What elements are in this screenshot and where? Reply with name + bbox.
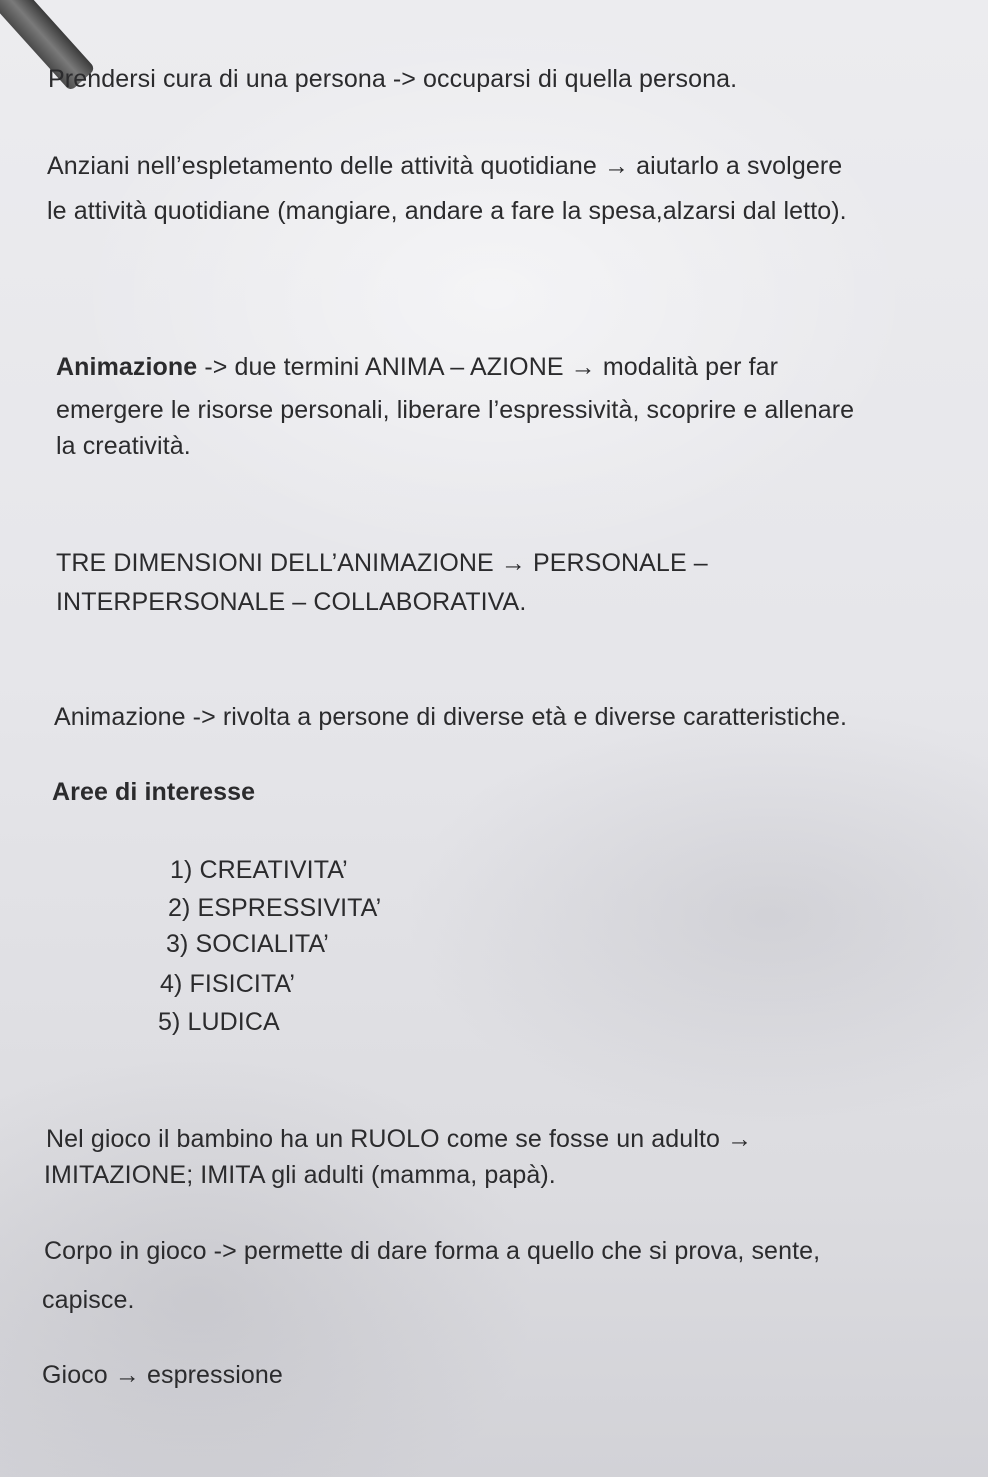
- dimensions-line-2: INTERPERSONALE – COLLABORATIVA.: [56, 588, 527, 616]
- paragraph-expression: Gioco → espressione: [42, 1361, 283, 1389]
- animation-definition: -> due termini ANIMA – AZIONE → modalità per far: [197, 353, 779, 381]
- list-item: 3) SOCIALITA’: [166, 930, 329, 958]
- list-item: 2) ESPRESSIVITA’: [168, 894, 382, 922]
- paragraph-elderly-line-2: le attività quotidiane (mangiare, andare a fare la spesa,alzarsi dal letto).: [47, 197, 847, 225]
- list-item: 5) LUDICA: [158, 1008, 280, 1036]
- list-item: 4) FISICITA’: [160, 970, 296, 998]
- paragraph-animation-line-1: [56, 352, 778, 382]
- paragraph-animation-line-2: emergere le risorse personali, liberare l’espressività, scoprire e allenare: [56, 396, 855, 424]
- dimensions-line-1: TRE DIMENSIONI DELL’ANIMAZIONE → PERSONALE –: [56, 549, 708, 577]
- animation-term: Animazione: [56, 353, 198, 381]
- paragraph-animation-line-3: la creatività.: [56, 432, 191, 460]
- list-item: 1) CREATIVITA’: [170, 856, 348, 884]
- paragraph-body-line-2: capisce.: [42, 1286, 135, 1314]
- paragraph-body-line-1: Corpo in gioco -> permette di dare forma a quello che si prova, sente,: [44, 1237, 821, 1265]
- paragraph-elderly-line-1: Anziani nell’espletamento delle attività quotidiane → aiutarlo a svolgere: [47, 152, 843, 180]
- paragraph-game-line-1: Nel gioco il bambino ha un RUOLO come se fosse un adulto →: [46, 1125, 753, 1153]
- paragraph-animation-target: Animazione -> rivolta a persone di diverse età e diverse caratteristiche.: [54, 703, 848, 731]
- areas-heading: Aree di interesse: [52, 778, 256, 806]
- paragraph-care: Prendersi cura di una persona -> occuparsi di quella persona.: [48, 65, 738, 93]
- paragraph-game-line-2: IMITAZIONE; IMITA gli adulti (mamma, papà).: [44, 1161, 556, 1189]
